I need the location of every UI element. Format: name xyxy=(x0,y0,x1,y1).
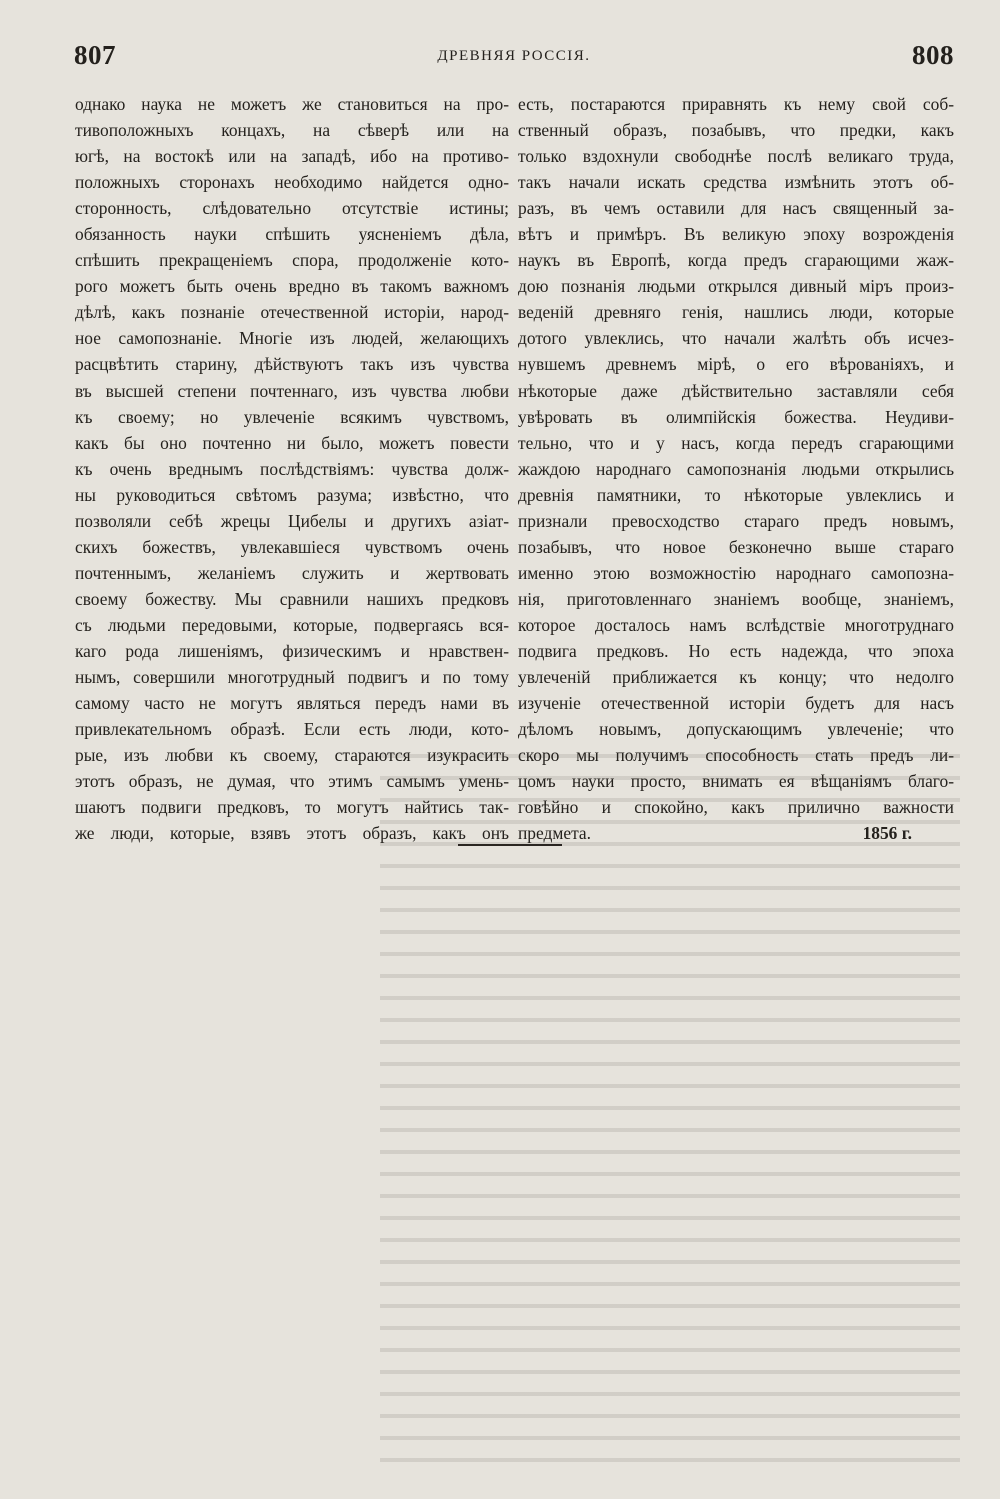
text-line: признали превосходство стараго предъ новымъ, xyxy=(518,510,954,531)
page-header xyxy=(74,40,954,76)
text-line: каго рода лишеніямъ, физическимъ и нравствен- xyxy=(75,640,509,661)
text-line: увѣровать въ олимпійскія божества. Неудиви- xyxy=(518,406,954,427)
text-line: древнія памятники, то нѣкоторые увлеклись и xyxy=(518,484,954,505)
text-line: рого можетъ быть очень вредно въ такомъ важномъ xyxy=(75,276,509,297)
text-line: подвига предковъ. Но есть надежда, что эпоха xyxy=(518,640,954,661)
text-line: югѣ, на востокѣ или на западѣ, ибо на противо- xyxy=(75,146,509,167)
text-line: шаютъ подвиги предковъ, то могутъ найтись так- xyxy=(75,797,509,818)
text-line: такъ начали искать средства измѣнить этотъ об- xyxy=(518,172,954,193)
text-line: цомъ науки просто, внимать ея вѣщаніямъ благо- xyxy=(518,771,954,792)
text-line: скоро мы получимъ способность стать предъ ли- xyxy=(518,745,954,766)
text-line: дотого увлеклись, что начали жалѣть объ исчез- xyxy=(518,328,954,349)
text-line: почтеннымъ, желаніемъ служить и жертвовать xyxy=(75,562,509,583)
text-line: только вздохнули свободнѣе послѣ великаго труда, xyxy=(518,146,954,167)
text-line: однако наука не можетъ же становиться на про- xyxy=(75,94,509,114)
page-number-right: 808 xyxy=(912,40,954,70)
text-line: тельно, что и у насъ, когда передъ сгарающими xyxy=(518,432,954,453)
page-number-left: 807 xyxy=(74,40,116,70)
text-line: наукъ въ Европѣ, когда предъ сгарающими жаж- xyxy=(518,250,954,271)
text-line: есть, постараются приравнять къ нему свой соб- xyxy=(518,94,954,114)
text-line: положныхъ сторонахъ необходимо найдется одно- xyxy=(75,172,509,193)
text-line: ственный образъ, позабывъ, что предки, какъ xyxy=(518,120,954,141)
text-line: ны руководиться свѣтомъ разума; извѣстно, что xyxy=(75,484,509,505)
text-line: позволяли себѣ жрецы Цибелы и другихъ азіат- xyxy=(75,510,509,531)
text-line: ное самопознаніе. Многіе изъ людей, желающихъ xyxy=(75,328,509,349)
left-text-column xyxy=(75,91,509,846)
text-line: веденій древняго генія, нашлись люди, которые xyxy=(518,302,954,323)
text-line: которое досталось намъ вслѣдствіе многотруднаго xyxy=(518,614,954,635)
text-line: этотъ образъ, не думая, что этимъ самымъ умень- xyxy=(75,771,509,792)
text-line: тивоположныхъ концахъ, на сѣверѣ или на xyxy=(75,120,509,141)
running-title: ДРЕВНЯЯ РОССІЯ. xyxy=(437,48,591,64)
text-line: скихъ божествъ, увлекавшіеся чувствомъ очень xyxy=(75,536,509,557)
text-line: какъ бы оно почтенно ни было, можетъ повести xyxy=(75,432,509,453)
text-line: нѣкоторые даже дѣйствительно заставляли себя xyxy=(518,380,954,401)
text-line: нія, приготовленнаго знаніемъ вообще, знаніемъ, xyxy=(518,588,954,609)
text-line: расцвѣтить старину, дѣйствуютъ такъ изъ чувства xyxy=(75,354,509,375)
right-text-column xyxy=(518,91,954,846)
text-line: къ своему; но увлеченіе всякимъ чувствомъ, xyxy=(75,406,509,427)
text-line: позабывъ, что новое безконечно выше стараго xyxy=(518,536,954,557)
text-line: вѣтъ и примѣръ. Въ великую эпоху возрожденія xyxy=(518,224,954,245)
text-line: дѣломъ новымъ, допускающимъ увлеченіе; что xyxy=(518,719,954,740)
text-line: привлекательномъ образѣ. Если есть люди, кото- xyxy=(75,719,509,740)
text-line: разъ, въ чемъ оставили для насъ священный за- xyxy=(518,198,954,219)
text-line: съ людьми передовыми, которые, подвергаясь вся- xyxy=(75,614,509,635)
text-line: дѣлѣ, какъ познаніе отечественной исторіи, народ- xyxy=(75,302,509,323)
text-line: же люди, которые, взявъ этотъ образъ, какъ онъ xyxy=(75,823,509,844)
text-line: дою познанія людьми открылся дивный міръ произ- xyxy=(518,276,954,297)
text-line: говѣйно и спокойно, какъ прилично важности xyxy=(518,797,954,818)
text-line: своему божеству. Мы сравнили нашихъ предковъ xyxy=(75,588,509,609)
date-signature: 1856 г. xyxy=(862,823,912,844)
text-line: именно этою возможностію народнаго самопозна- xyxy=(518,562,954,583)
text-line: сторонность, слѣдовательно отсутствіе истины; xyxy=(75,198,509,219)
text-line: нымъ, совершили многотрудный подвигъ и по тому xyxy=(75,667,509,688)
text-line: къ очень вреднымъ послѣдствіямъ: чувства долж- xyxy=(75,458,509,479)
text-line: обязанность науки спѣшить уясненіемъ дѣла, xyxy=(75,224,509,245)
text-line: изученіе отечественной исторіи будетъ для насъ xyxy=(518,693,954,714)
text-line: самому часто не могутъ являться передъ нами въ xyxy=(75,693,509,714)
section-end-rule xyxy=(458,844,562,846)
show-through-texture xyxy=(380,745,960,1465)
text-line: въ высшей степени почтеннаго, изъ чувства любви xyxy=(75,380,509,401)
text-line: нувшемъ древнемъ мірѣ, о его вѣрованіяхъ, и xyxy=(518,354,954,375)
text-line: рые, изъ любви къ своему, стараются изукрасить xyxy=(75,745,509,766)
text-line: спѣшить прекращеніемъ спора, продолженіе кото- xyxy=(75,250,509,271)
text-line: увлеченій приближается къ концу; что недолго xyxy=(518,667,954,688)
closing-word: предмета. xyxy=(518,823,591,844)
text-line: жаждою народнаго самопознанія людьми открылись xyxy=(518,458,954,479)
